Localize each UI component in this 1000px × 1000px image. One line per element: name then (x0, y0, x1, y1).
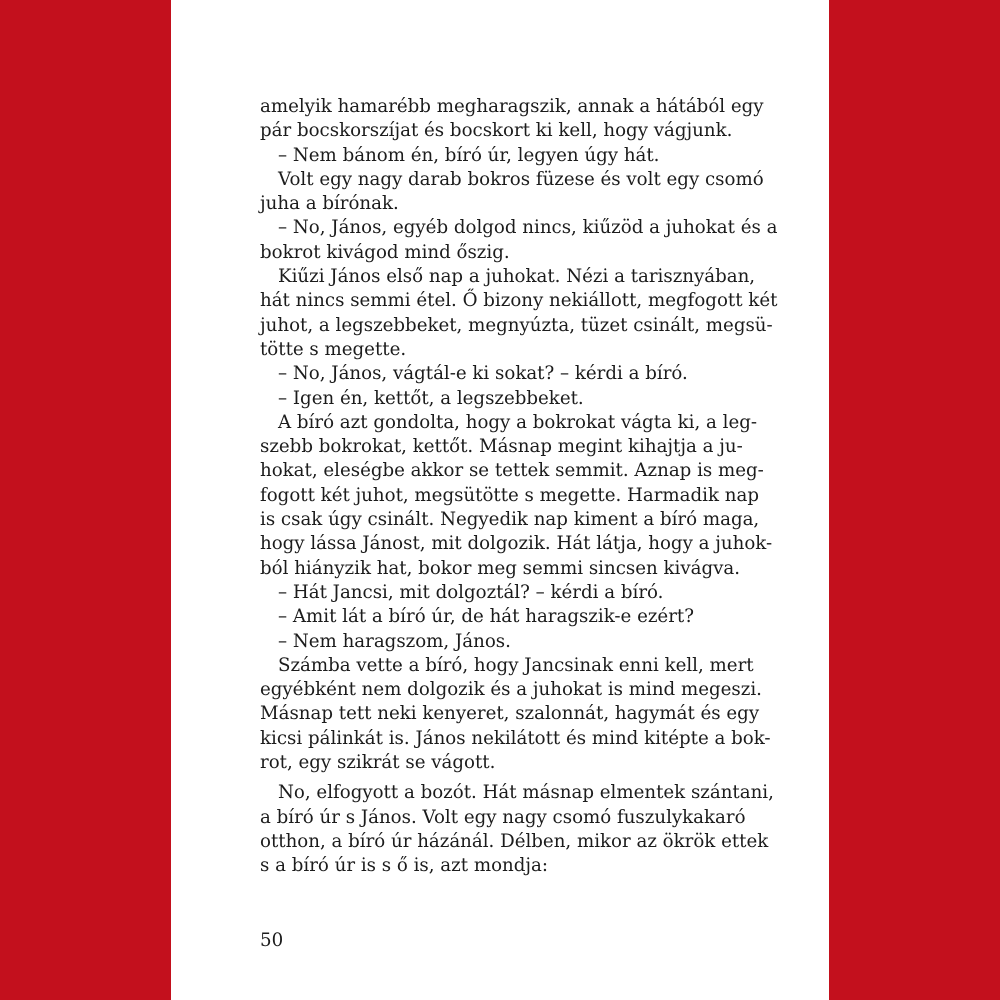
text-line: is csak úgy csinált. Negyedik nap kiment a bíró maga, (260, 509, 760, 531)
text-line: otthon, a bíró úr házánál. Délben, mikor az ökrök ettek (260, 830, 769, 852)
text-line: tötte s megette. (260, 338, 407, 360)
text-line: – No, János, vágtál-e ki sokat? – kérdi a bíró. (278, 363, 688, 385)
text-line: pár bocskorszíjat és bocskort ki kell, hogy vágjunk. (260, 120, 733, 142)
book-page (171, 0, 829, 1000)
page-number: 50 (260, 930, 284, 951)
text-line: Másnap tett neki kenyeret, szalonnát, hagymát és egy (260, 703, 760, 725)
text-line: hát nincs semmi étel. Ő bizony nekiállott, megfogott két (260, 290, 778, 312)
text-line: rot, egy szikrát se vágott. (260, 752, 496, 774)
text-line: hokat, eleségbe akkor se tettek semmit. Aznap is meg- (260, 460, 764, 482)
text-line: s a bíró úr is s ő is, azt mondja: (260, 855, 548, 877)
text-line: – Amit lát a bíró úr, de hát haragszik-e ezért? (278, 606, 694, 628)
text-line: amelyik hamarébb megharagszik, annak a hátából egy (260, 96, 764, 117)
text-line: A bíró azt gondolta, hogy a bokrokat vágta ki, a leg- (278, 411, 758, 433)
text-line: juha a bírónak. (260, 193, 399, 215)
text-line: No, elfogyott a bozót. Hát másnap elmentek szántani, (278, 782, 774, 804)
text-line: a bíró úr s János. Volt egy nagy csomó fuszulykakaró (260, 806, 746, 828)
text-line: – No, János, egyéb dolgod nincs, kiűzöd a juhokat és a (278, 217, 778, 239)
text-line: fogott két juhot, megsütötte s megette. Harmadik nap (260, 484, 759, 506)
text-line: kicsi pálinkát is. János nekilátott és mind kitépte a bok- (260, 727, 771, 749)
text-line: – Igen én, kettőt, a legszebbeket. (278, 387, 584, 409)
text-line: szebb bokrokat, kettőt. Másnap megint kihajtja a ju- (260, 436, 743, 458)
text-line: Számba vette a bíró, hogy Jancsinak enni kell, mert (278, 654, 754, 676)
text-line: – Hát Jancsi, mit dolgoztál? – kérdi a bíró. (278, 581, 664, 603)
text-line: ból hiányzik hat, bokor meg semmi sincsen kivágva. (260, 557, 740, 579)
text-line: juhot, a legszebbeket, megnyúzta, tüzet csinált, megsü- (260, 314, 773, 336)
text-line: – Nem bánom én, bíró úr, legyen úgy hát. (278, 144, 660, 166)
body-text (260, 95, 778, 879)
text-line: Volt egy nagy darab bokros füzese és volt egy csomó (278, 168, 764, 190)
text-line: Kiűzi János első nap a juhokat. Nézi a tarisznyában, (278, 266, 756, 288)
text-line: hogy lássa Jánost, mit dolgozik. Hát látja, hogy a juhok- (260, 533, 773, 555)
text-line: bokrot kivágod mind őszig. (260, 241, 510, 263)
text-line: – Nem haragszom, János. (278, 630, 511, 652)
text-line: egyébként nem dolgozik és a juhokat is mind megeszi. (260, 679, 762, 701)
